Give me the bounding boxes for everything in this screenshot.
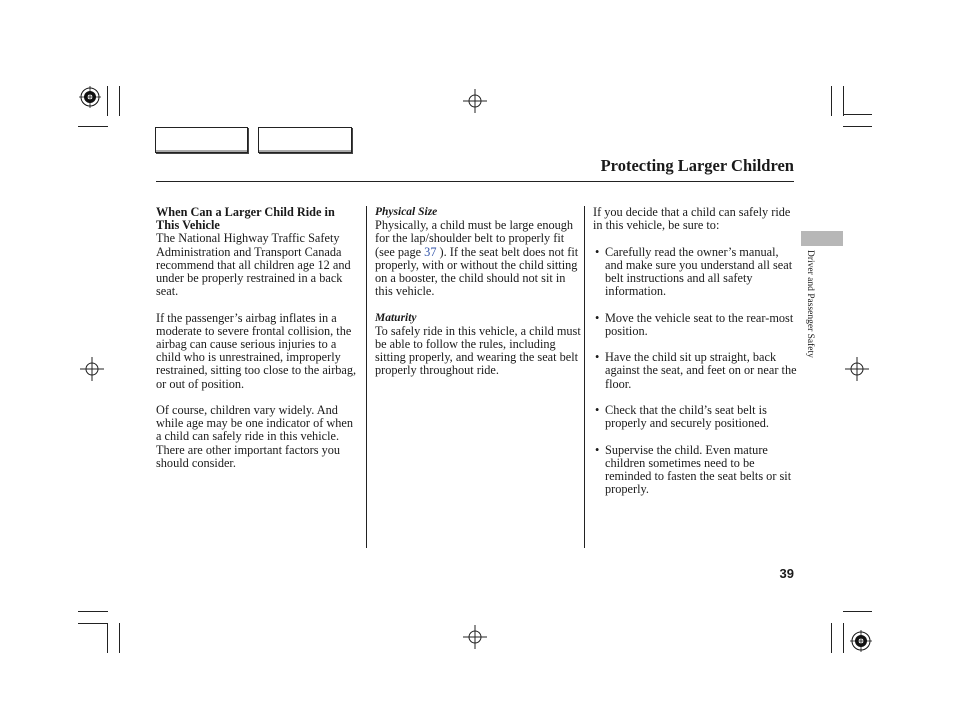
- text-span: ). If the seat belt does not fit properly, with or without the child sitting on a booster, the child should not sit in this vehicle.: [375, 244, 579, 299]
- column-3: [593, 206, 797, 510]
- section-label: Driver and Passenger Safety: [805, 250, 815, 358]
- section-tab[interactable]: [801, 231, 843, 246]
- paragraph: Of course, children vary widely. And while age may be one indicator of when a child can safely ride in this vehicle. There are other important factors you should consider.: [156, 403, 354, 470]
- column-1: [156, 206, 360, 483]
- crosshair-icon: [80, 357, 104, 381]
- paragraph: The National Highway Traffic Safety Administration and Transport Canada recommend that all children age 12 and under be properly restrained in a back seat.: [156, 231, 351, 299]
- list-item: • Have the child sit up straight, back against the seat, and feet on or near the floor.: [593, 351, 797, 391]
- column-2: [375, 206, 581, 391]
- section-heading: When Can a Larger Child Ride in This Vehicle: [156, 205, 335, 233]
- paragraph: To safely ride in this vehicle, a child must be able to follow the rules, including sitting properly, and wearing the seat belt properly throughout ride.: [375, 323, 581, 378]
- page-reference-link[interactable]: 37: [424, 244, 437, 259]
- subheading-maturity: Maturity: [375, 311, 417, 324]
- column-divider: [366, 206, 367, 548]
- list-item: • Supervise the child. Even mature children sometimes need to be reminded to fasten the seat belts or sit properly.: [593, 444, 797, 497]
- subheading-physical-size: Physical Size: [375, 206, 438, 218]
- title-rule: [156, 181, 794, 182]
- checklist: [593, 246, 797, 497]
- page-title: Protecting Larger Children: [600, 156, 794, 175]
- paragraph: [375, 219, 581, 298]
- list-item: • Move the vehicle seat to the rear-most position.: [593, 312, 797, 338]
- crosshair-icon: [463, 89, 487, 113]
- crosshair-icon: [463, 625, 487, 649]
- page-number: 39: [779, 566, 794, 581]
- nav-button-main-menu[interactable]: [155, 127, 248, 153]
- text-span: Physically, a child must be large enough for the lap/shoulder belt to properly fit (see page: [375, 218, 574, 259]
- paragraph: If the passenger’s airbag inflates in a moderate to severe frontal collision, the airbag can cause serious injuries to a child who is unrestrained, improperly restrained, sitting too close to the airbag, or out of position.: [156, 310, 357, 391]
- crosshair-icon: [845, 357, 869, 381]
- registration-mark-icon: [850, 630, 872, 652]
- list-item: • Check that the child’s seat belt is properly and securely positioned.: [593, 404, 797, 430]
- column-divider: [584, 206, 585, 548]
- registration-mark-icon: [79, 86, 101, 108]
- paragraph: If you decide that a child can safely ride in this vehicle, be sure to:: [593, 205, 791, 233]
- nav-button-index[interactable]: [258, 127, 352, 153]
- list-item: • Carefully read the owner’s manual, and make sure you understand all seat belt instructions and all safety information.: [593, 246, 797, 299]
